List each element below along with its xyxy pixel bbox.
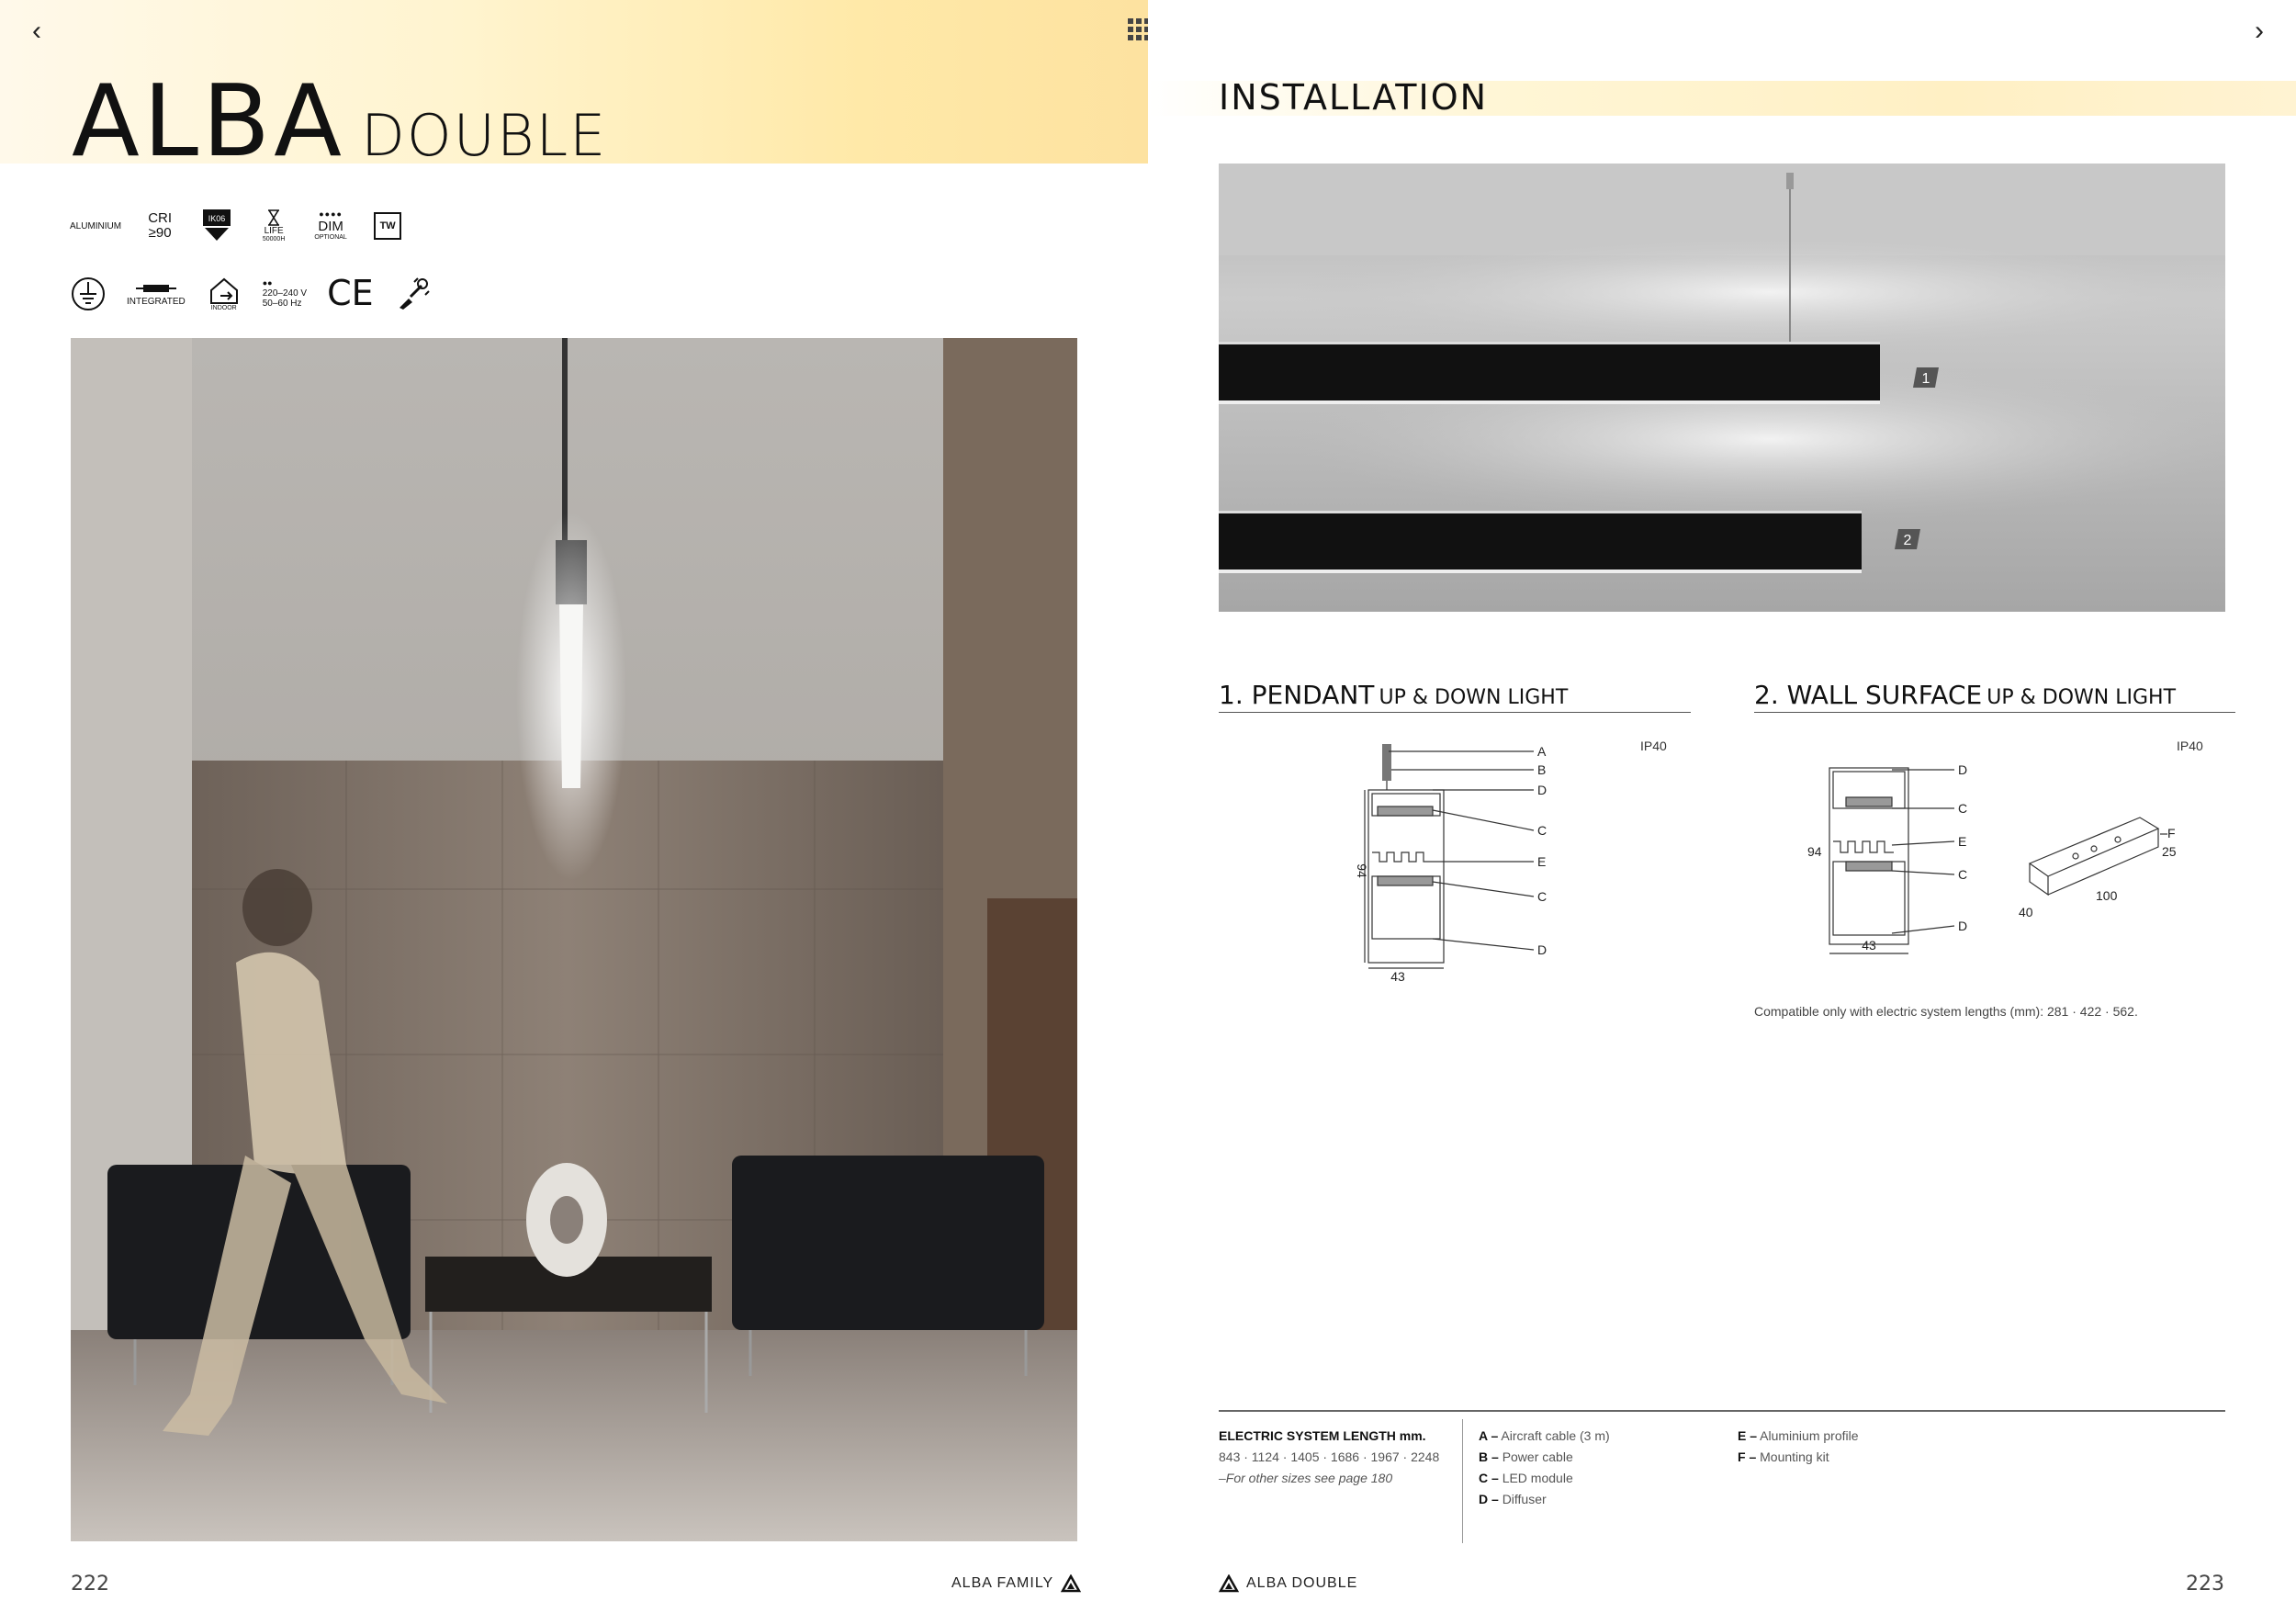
electric-length-block — [1219, 1426, 1439, 1489]
house-icon — [208, 276, 241, 305]
section-wall-heading — [1754, 680, 2235, 713]
cri-value: ≥90 — [148, 225, 172, 241]
tw-label: TW — [379, 220, 396, 231]
section-wall-subtitle: UP & DOWN LIGHT — [1986, 686, 2177, 709]
earth-icon — [70, 272, 107, 316]
legend-item: B – Power cable — [1479, 1449, 1573, 1464]
tw-icon — [369, 204, 406, 248]
electric-length-note: –For other sizes see page 180 — [1219, 1471, 1393, 1485]
legend-items-a — [1479, 1426, 1610, 1510]
electric-length-values: 843 · 1124 · 1405 · 1686 · 1967 · 2248 — [1219, 1449, 1440, 1464]
tools-icon — [394, 272, 431, 316]
ce-label: CE — [327, 273, 374, 314]
drawing1-label-a: A — [1537, 744, 1547, 759]
render-label-2: 2 — [1903, 533, 1912, 548]
indoor-icon — [206, 272, 242, 316]
legend-vertical-divider — [1462, 1419, 1463, 1543]
drawing1-label-c1: C — [1537, 823, 1548, 838]
family-footer — [951, 1574, 1081, 1593]
product-title — [72, 64, 607, 179]
wall-cross-section-drawing — [1800, 753, 2223, 969]
indoor-label: INDOOR — [210, 305, 237, 312]
pendant-cross-section-drawing — [1332, 735, 1570, 987]
aluminium-label: ALUMINIUM — [70, 220, 122, 231]
hourglass-icon — [266, 209, 281, 226]
life-label: LIFE — [264, 225, 284, 236]
render-image — [1219, 164, 2225, 612]
product-title-sub: DOUBLE — [361, 102, 608, 169]
life-icon — [255, 204, 292, 248]
aluminium-icon — [70, 204, 121, 248]
compatibility-note: Compatible only with electric system lengths (mm): 281 · 422 · 562. — [1754, 1004, 2138, 1019]
legend-item: C – LED module — [1479, 1471, 1573, 1485]
drawing2-label-c2: C — [1958, 867, 1968, 882]
drawing2-label-c1: C — [1958, 801, 1968, 816]
next-page-button[interactable] — [2241, 13, 2278, 50]
prev-page-button[interactable] — [18, 13, 55, 50]
drawing2-label-d1: D — [1958, 762, 1968, 777]
ce-mark-icon — [327, 272, 374, 316]
cri-icon — [141, 204, 178, 248]
legend-item: D – Diffuser — [1479, 1492, 1547, 1506]
lobby-scene-image — [71, 338, 1077, 1541]
installation-heading: INSTALLATION — [1219, 77, 1489, 118]
drawing2-label-e: E — [1958, 834, 1967, 849]
drawing2-width-dim: 43 — [1862, 938, 1876, 953]
page-number-left: 222 — [71, 1573, 109, 1596]
kit-label-f: F — [2167, 826, 2176, 840]
ik06-icon — [198, 204, 235, 248]
product-title-main: ALBA — [72, 64, 346, 179]
frequency-label: 50–60 Hz — [262, 298, 302, 309]
dim-icon — [312, 204, 349, 248]
dim-optional: OPTIONAL — [314, 234, 347, 242]
chevron-left-icon: ‹ — [32, 16, 41, 46]
dim-label: DIM — [318, 218, 343, 234]
legend-divider-line — [1219, 1410, 2225, 1412]
driver-icon — [134, 282, 178, 297]
kit-dim-40: 40 — [2019, 905, 2033, 919]
electric-length-title: ELECTRIC SYSTEM LENGTH mm. — [1219, 1428, 1426, 1443]
screwdriver-hand-icon — [394, 276, 431, 311]
installation-render — [1219, 164, 2225, 612]
drawing1-label-c2: C — [1537, 889, 1548, 904]
integrated-icon — [127, 272, 186, 316]
kit-dim-25: 25 — [2162, 844, 2177, 859]
brand-logo-icon — [1219, 1574, 1239, 1593]
pendant-profile-diagram — [1332, 735, 1570, 983]
drawing1-width-dim: 43 — [1390, 969, 1405, 983]
cri-label: CRI — [148, 209, 173, 226]
section-pendant-heading — [1219, 680, 1691, 713]
plug-dots-icon: ●● — [262, 278, 273, 288]
legend-item: E – Aluminium profile — [1738, 1428, 1859, 1443]
product-footer-label: ALBA DOUBLE — [1246, 1575, 1358, 1591]
drawing2-height-dim: 94 — [1807, 844, 1822, 859]
voltage-label: 220–240 V — [262, 288, 308, 299]
drawing1-label-b: B — [1537, 762, 1547, 777]
chevron-right-icon: › — [2255, 16, 2264, 46]
voltage-icon — [263, 272, 307, 316]
spec-icons-row-2 — [70, 272, 431, 316]
section-wall-title: 2. WALL SURFACE — [1754, 680, 1983, 710]
ik06-shield-icon — [201, 208, 232, 244]
brand-logo-icon — [1061, 1574, 1081, 1593]
page-grid-icon[interactable] — [1128, 18, 1150, 40]
lifestyle-photo — [71, 338, 1077, 1541]
render-label-1: 1 — [1921, 371, 1930, 387]
wall-profile-diagram — [1800, 753, 2223, 964]
drawing1-label-e: E — [1537, 854, 1547, 869]
drawing1-height-dim: 94 — [1355, 863, 1369, 878]
drawing1-label-d2: D — [1537, 942, 1548, 957]
section-pendant-title: 1. PENDANT — [1219, 680, 1375, 710]
dots-icon: ●●●● — [319, 209, 343, 219]
life-value: 50000H — [262, 235, 286, 242]
family-footer-label: ALBA FAMILY — [951, 1575, 1054, 1591]
page-number-right: 223 — [2186, 1573, 2224, 1596]
spec-icons-row-1 — [70, 204, 406, 248]
ip-rating-wall: IP40 — [2177, 739, 2203, 753]
product-footer — [1219, 1574, 1357, 1593]
ground-symbol-icon — [70, 276, 107, 312]
kit-dim-100: 100 — [2096, 888, 2118, 903]
integrated-label: INTEGRATED — [127, 296, 186, 307]
right-page — [1148, 0, 2296, 1624]
legend-item: F – Mounting kit — [1738, 1449, 1829, 1464]
drawing2-label-d2: D — [1958, 919, 1968, 933]
drawing1-label-d1: D — [1537, 783, 1548, 797]
ik06-label: IK06 — [208, 214, 226, 223]
ip-rating-pendant: IP40 — [1640, 739, 1667, 753]
section-pendant-subtitle: UP & DOWN LIGHT — [1379, 686, 1569, 709]
legend-item: A – Aircraft cable (3 m) — [1479, 1428, 1610, 1443]
legend-items-b — [1738, 1426, 1859, 1468]
